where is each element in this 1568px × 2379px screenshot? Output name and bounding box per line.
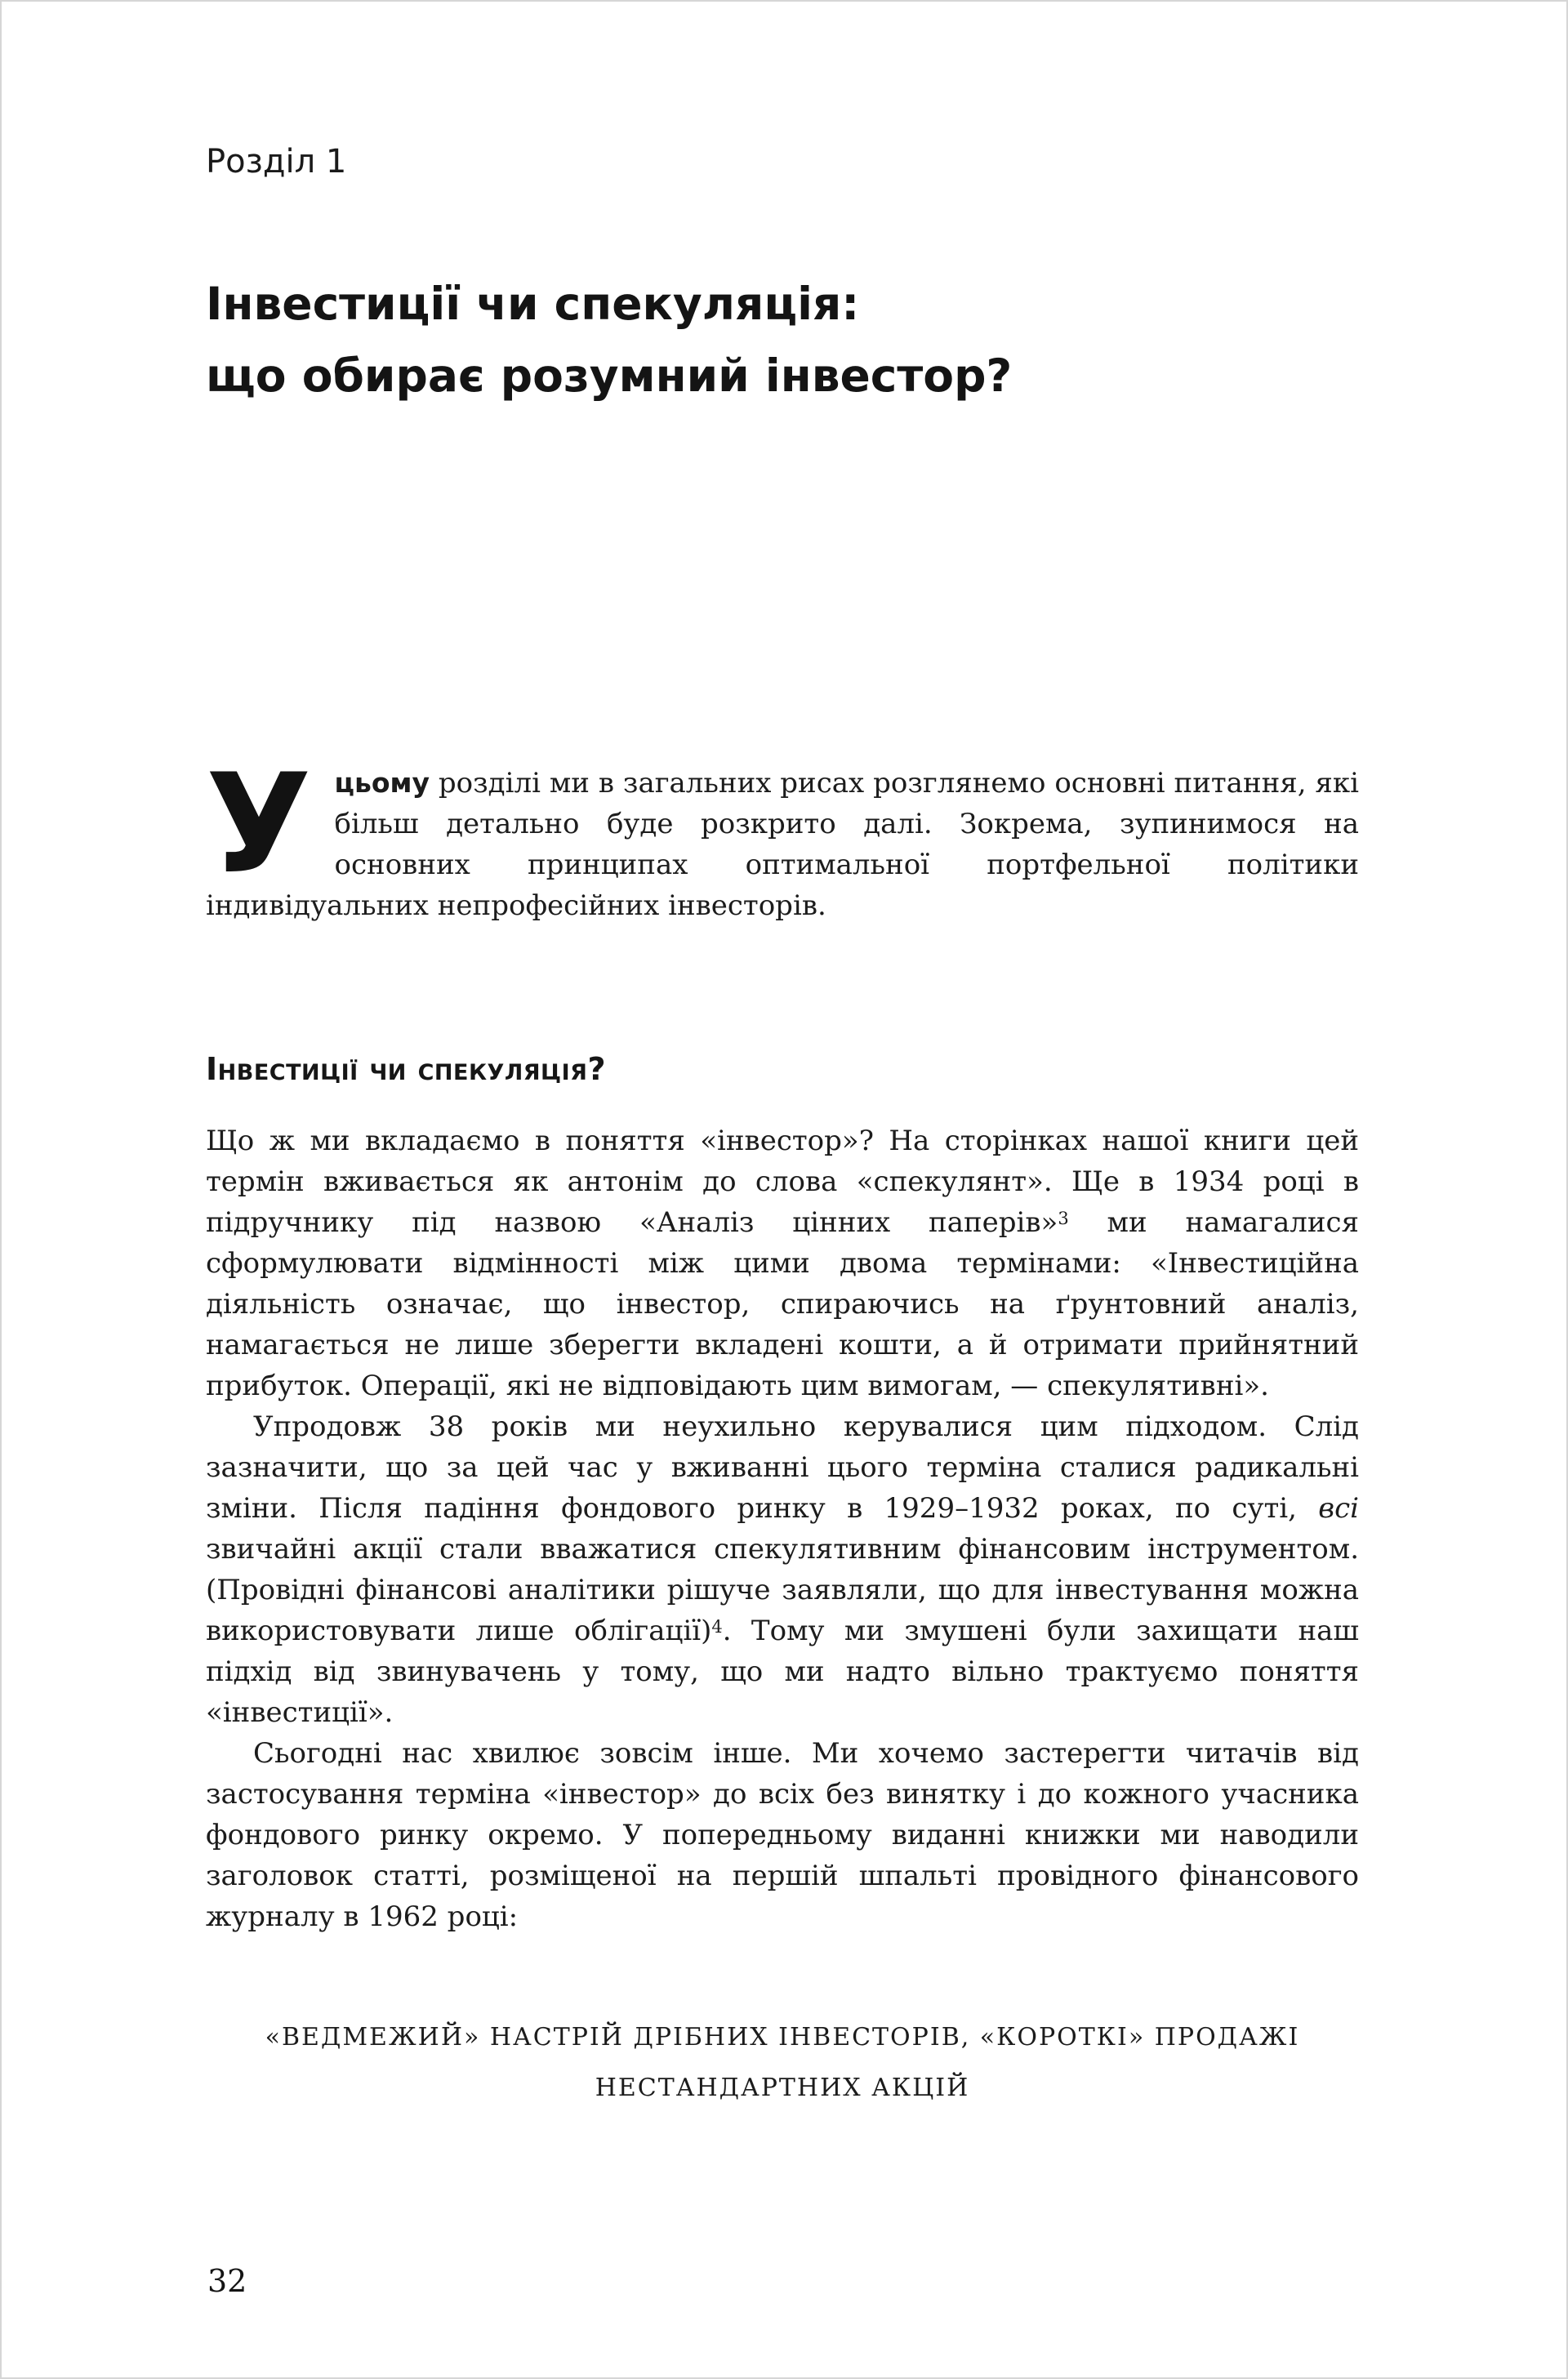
intro-lead-word: цьому <box>334 767 430 799</box>
headline-line-1: «ВЕДМЕЖИЙ» НАСТРІЙ ДРІБНИХ ІНВЕСТОРІВ, «КОРОТКІ» ПРОДАЖІ <box>265 2023 1300 2052</box>
text-run: . Тому ми змушені були захищати наш підхід від звинувачень у тому, що ми надто вільно трактуємо поняття «інвестиції». <box>206 1615 1359 1729</box>
chapter-label: Розділ 1 <box>206 143 347 180</box>
paragraph-2 <box>206 1406 1359 1733</box>
intro-text: розділі ми в загальних рисах розглянемо основні питання, які більш детально буде розкрито далі. Зокрема, зупинимося на основних принципах оптимальної портфельної політики індивідуальних непрофесійних інвесторів. <box>206 767 1359 922</box>
italic-word: всі <box>1318 1492 1359 1525</box>
paragraph-3: Сьогодні нас хвилює зовсім інше. Ми хочемо застерегти читачів від застосування терміна «інвестор» до всіх без винятку і до кожного учасника фондового ринку окремо. У попередньому виданні книжки ми наводили заголовок статті, розміщеної на першій шпальті провідного фінансового журналу в 1962 році: <box>206 1737 1359 1933</box>
headline-line-2: НЕСТАНДАРТНИХ АКЦІЙ <box>595 2074 970 2102</box>
section-heading: Інвестиції чи спекуляція? <box>206 1051 606 1087</box>
text-run: звичайні акції стали вважатися спекулятивним фінансовим інструментом. (Провідні фінансові аналітики рішуче заявляли, що для інвестування можна використовувати лише облігації) <box>206 1533 1359 1647</box>
chapter-title-line-1: Інвестиції чи спекуляція: <box>206 278 860 330</box>
text-run: ми намагалися сформулювати відмінності між цими двома термінами: «Інвестиційна діяльність означає, що інвестор, спираючись на ґрунтовний аналіз, намагається не лише зберегти вкладені кошти, а й отримати прийнятний прибуток. Операції, які не відповідають цим вимогам, — спекулятивні». <box>206 1206 1359 1402</box>
article-headline <box>206 2012 1359 2114</box>
footnote-ref-4: 4 <box>711 1617 723 1637</box>
dropcap-letter: У <box>206 744 312 904</box>
chapter-title <box>206 268 1359 412</box>
page-number: 32 <box>207 2263 247 2299</box>
intro-paragraph <box>206 744 1359 926</box>
text-run: Упродовж 38 років ми неухильно керувалися цим підходом. Слід зазначити, що за цей час у вживанні цього терміна сталися радикальні зміни. Після падіння фондового ринку в 1929–1932 роках, по суті, <box>206 1410 1359 1525</box>
paragraph-1 <box>206 1120 1359 1406</box>
chapter-title-line-2: що обирає розумний інвестор? <box>206 350 1013 402</box>
text-run: Що ж ми вкладаємо в поняття «інвестор»? На сторінках нашої книги цей термін вживається як антонім до слова «спекулянт». Ще в 1934 році в підручнику під назвою «Аналіз цінних паперів» <box>206 1125 1359 1239</box>
footnote-ref-3: 3 <box>1058 1209 1069 1228</box>
